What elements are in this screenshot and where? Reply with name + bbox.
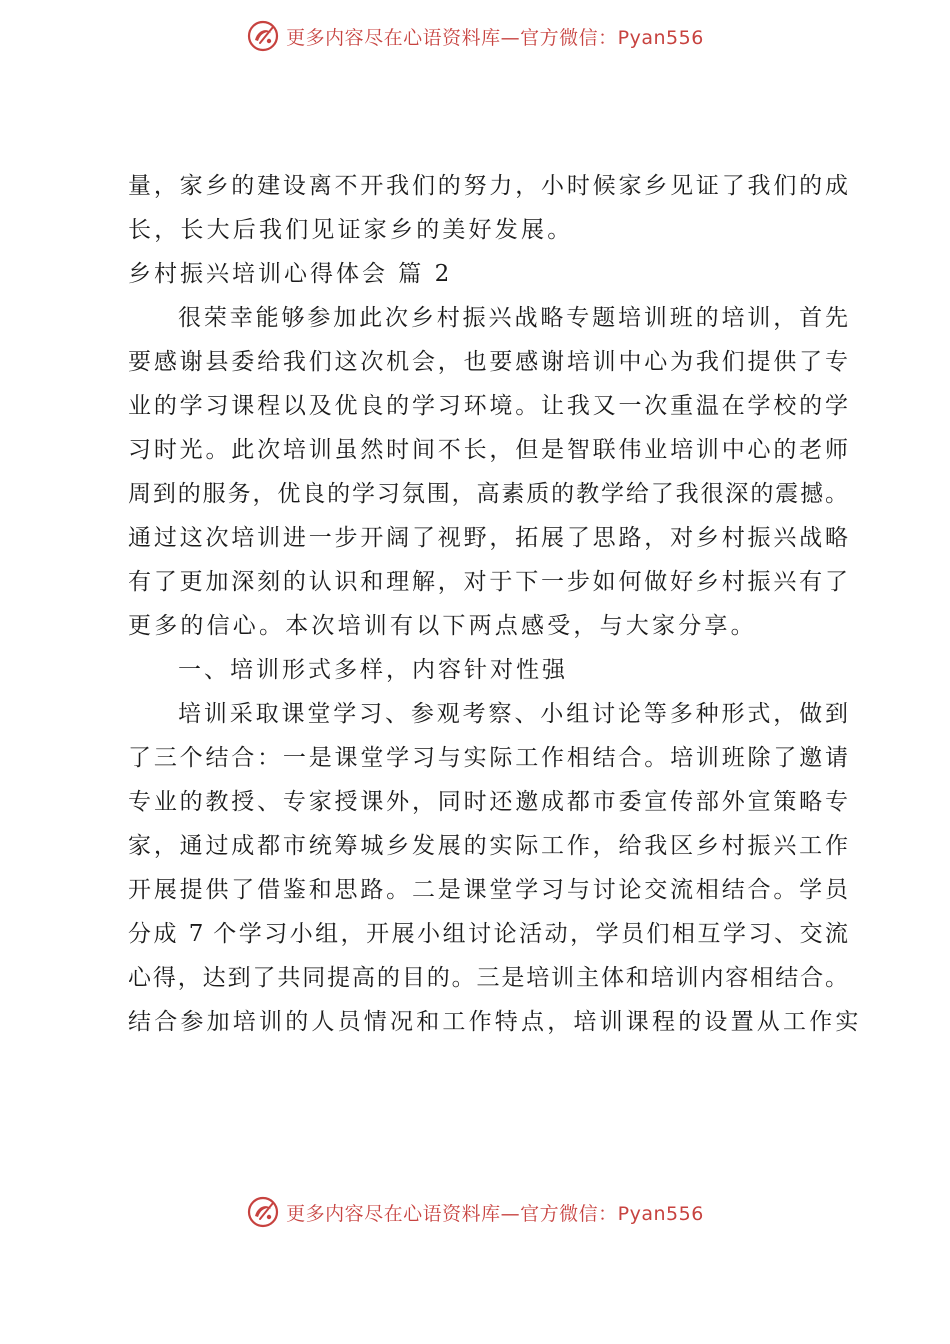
body-line: 周到的服务，优良的学习氛围，高素质的教学给了我很深的震撼。 bbox=[128, 481, 848, 507]
footer-watermark-text: 更多内容尽在心语资料库—官方微信：Pyan556 bbox=[286, 1202, 704, 1225]
body-line: 开展提供了借鉴和思路。二是课堂学习与讨论交流相结合。学员 bbox=[128, 877, 848, 903]
body-line: 了三个结合：一是课堂学习与实际工作相结合。培训班除了邀请 bbox=[128, 745, 848, 771]
body-line: 有了更加深刻的认识和理解，对于下一步如何做好乡村振兴有了 bbox=[128, 569, 848, 595]
body-line: 习时光。此次培训虽然时间不长，但是智联伟业培训中心的老师 bbox=[128, 437, 848, 463]
body-line: 通过这次培训进一步开阔了视野，拓展了思路，对乡村振兴战略 bbox=[128, 525, 848, 551]
document-body bbox=[128, 164, 862, 1044]
body-line: 培训采取课堂学习、参观考察、小组讨论等多种形式，做到 bbox=[178, 701, 848, 727]
body-line: 更多的信心。本次培训有以下两点感受，与大家分享。 bbox=[128, 613, 757, 639]
body-line: 家，通过成都市统筹城乡发展的实际工作，给我区乡村振兴工作 bbox=[128, 833, 848, 859]
body-line: 很荣幸能够参加此次乡村振兴战略专题培训班的培训，首先 bbox=[178, 305, 848, 331]
body-line: 分成 7 个学习小组，开展小组讨论活动，学员们相互学习、交流 bbox=[128, 921, 848, 947]
seal-logo-icon bbox=[246, 1195, 280, 1229]
body-line: 量，家乡的建设离不开我们的努力，小时候家乡见证了我们的成 bbox=[128, 173, 848, 199]
seal-logo-icon bbox=[246, 19, 280, 53]
header-watermark bbox=[0, 14, 950, 58]
body-line: 要感谢县委给我们这次机会，也要感谢培训中心为我们提供了专 bbox=[128, 349, 848, 375]
body-line: 业的学习课程以及优良的学习环境。让我又一次重温在学校的学 bbox=[128, 393, 848, 419]
body-line: 心得，达到了共同提高的目的。三是培训主体和培训内容相结合。 bbox=[128, 965, 848, 991]
footer-watermark bbox=[0, 1190, 950, 1234]
subsection-title: 一、培训形式多样，内容针对性强 bbox=[178, 657, 568, 683]
section-title: 乡村振兴培训心得体会 篇 2 bbox=[128, 261, 453, 287]
header-watermark-text: 更多内容尽在心语资料库—官方微信：Pyan556 bbox=[286, 26, 704, 49]
body-line: 专业的教授、专家授课外，同时还邀成都市委宣传部外宣策略专 bbox=[128, 789, 848, 815]
body-line: 结合参加培训的人员情况和工作特点，培训课程的设置从工作实 bbox=[128, 1009, 862, 1035]
body-line: 长，长大后我们见证家乡的美好发展。 bbox=[128, 217, 574, 243]
